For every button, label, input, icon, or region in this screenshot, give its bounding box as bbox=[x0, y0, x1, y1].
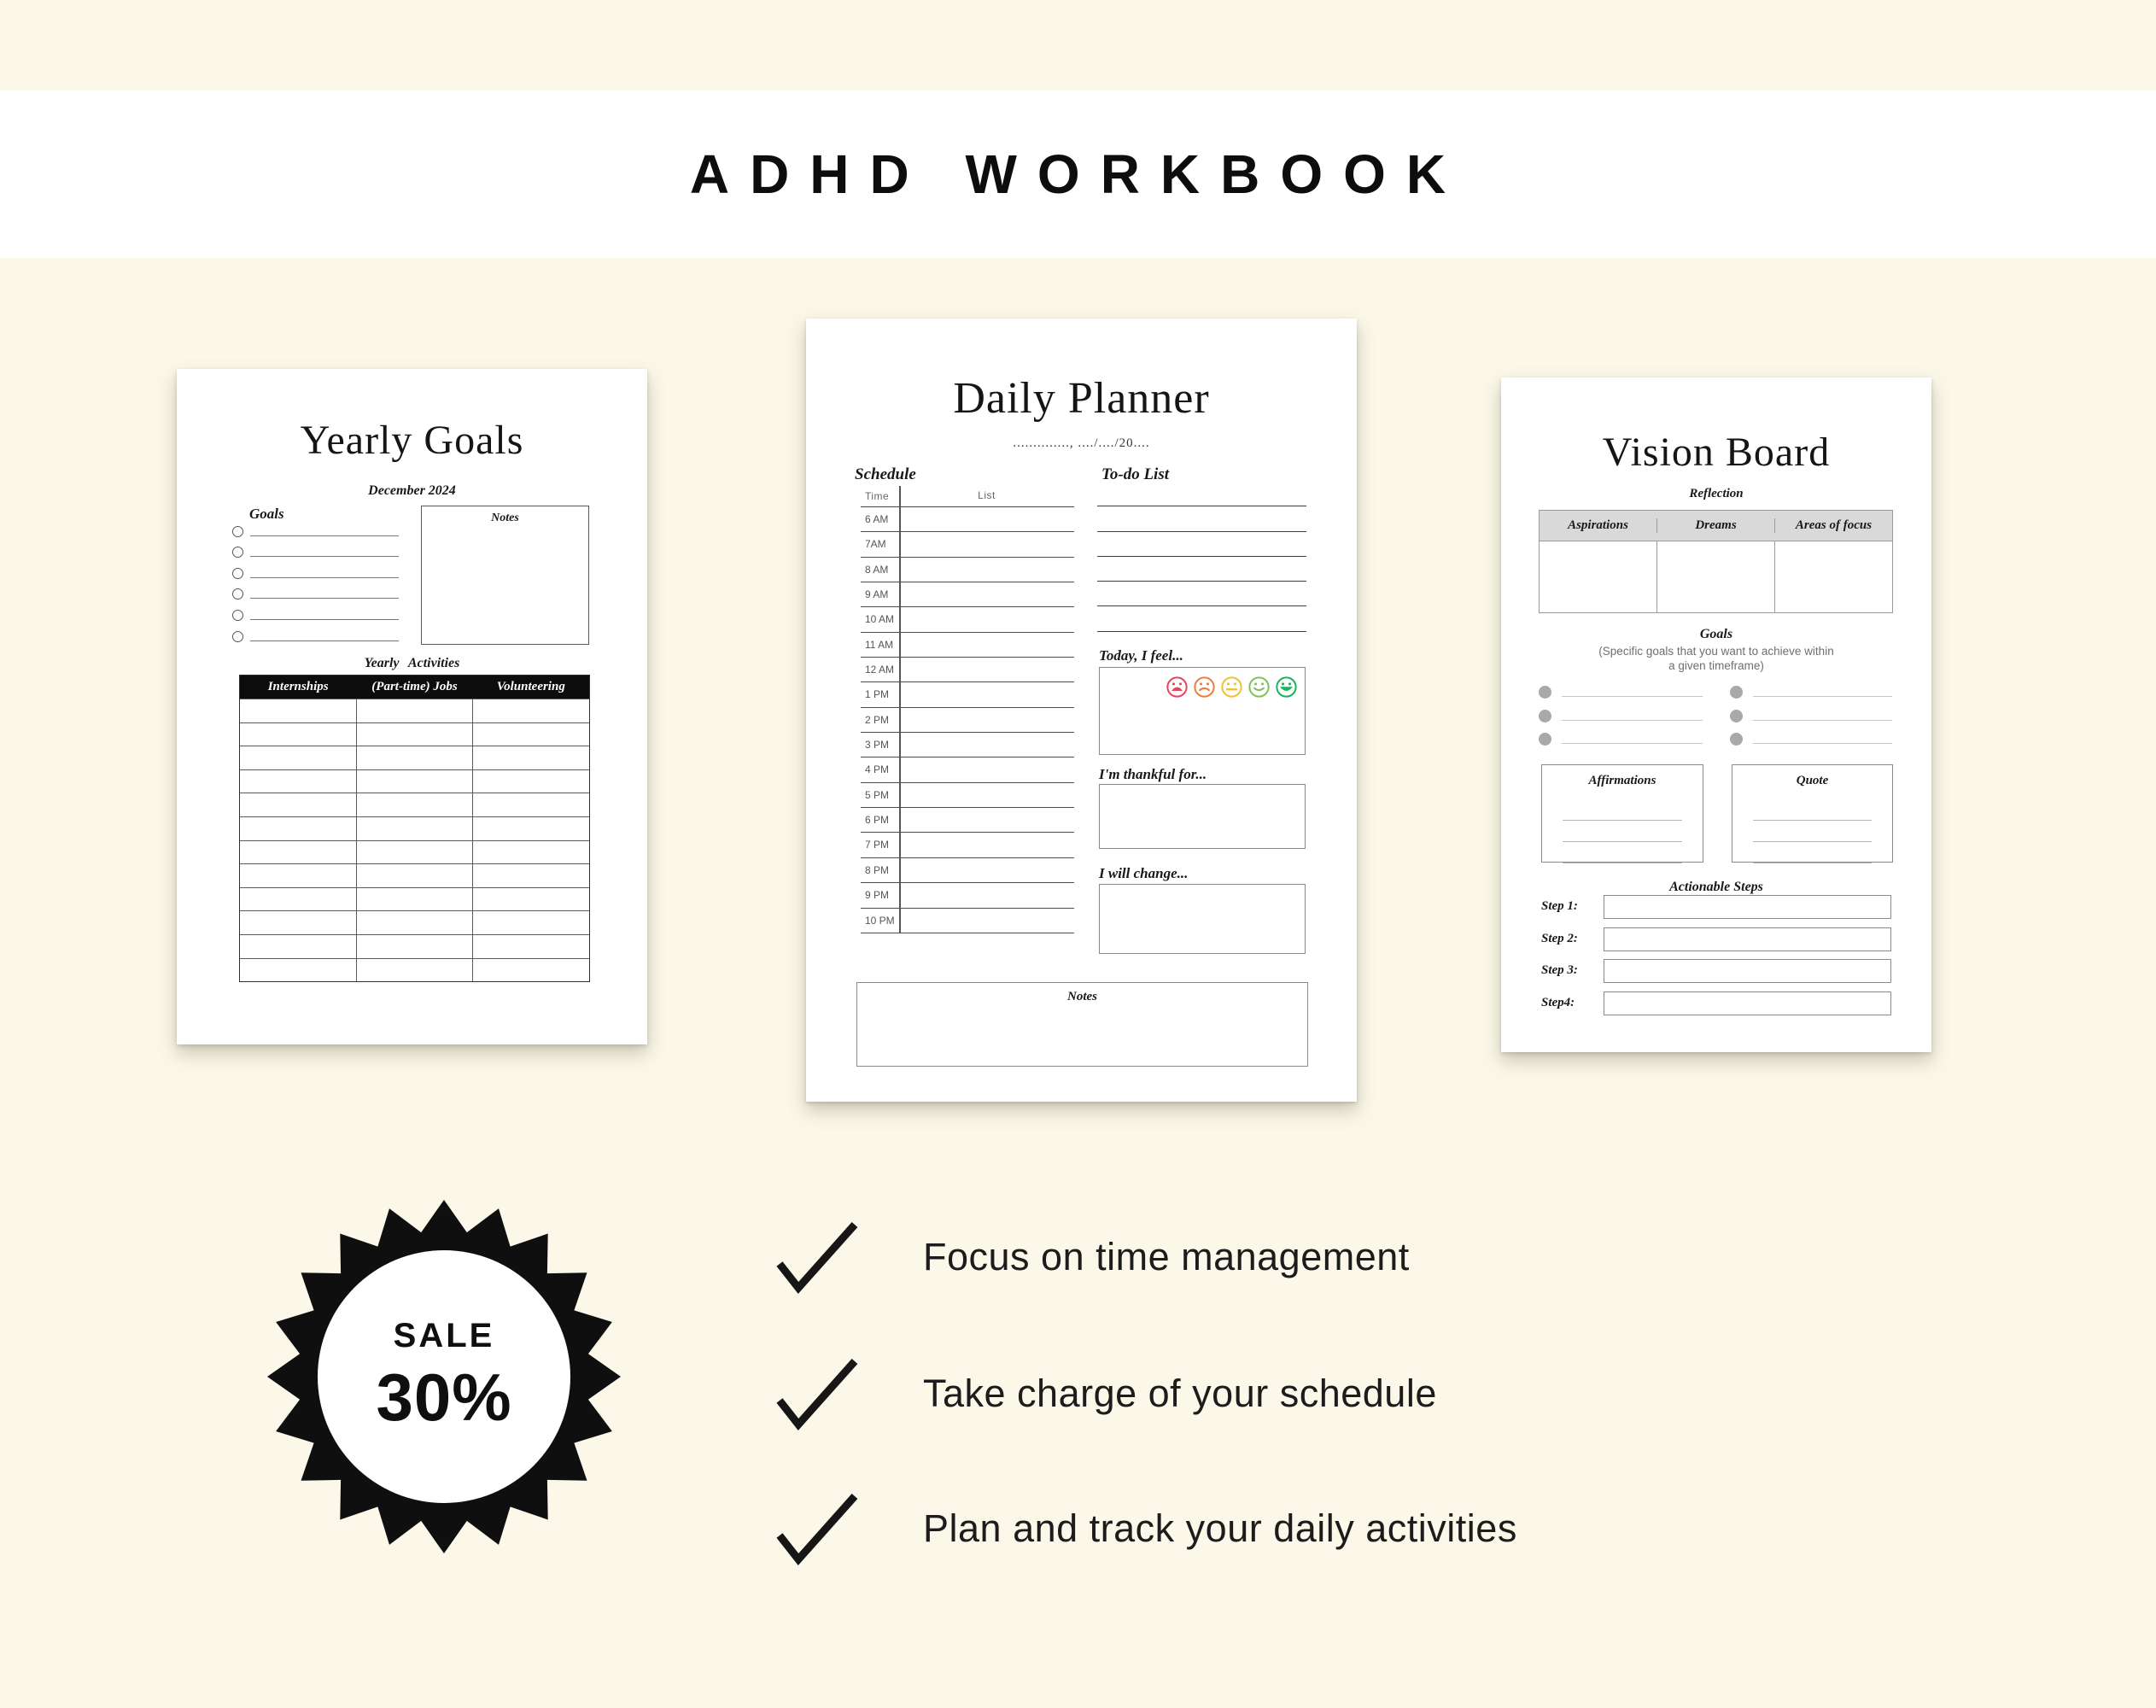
activities-cell bbox=[240, 911, 357, 934]
activities-cell bbox=[357, 841, 474, 864]
step-input-box bbox=[1604, 959, 1891, 983]
activities-row bbox=[240, 958, 589, 982]
activities-cell bbox=[357, 793, 474, 816]
activities-row bbox=[240, 887, 589, 911]
schedule-row bbox=[861, 682, 1074, 707]
notes-label: Notes bbox=[491, 512, 519, 524]
goals-note-line2: a given timeframe) bbox=[1668, 659, 1764, 672]
goal-bullet-row bbox=[1730, 678, 1892, 701]
notes-box bbox=[421, 506, 589, 645]
step-label: Step4: bbox=[1541, 995, 1575, 1009]
bullet-dot-icon bbox=[1730, 686, 1743, 699]
todo-write-line bbox=[1097, 482, 1306, 506]
check-icon bbox=[773, 1489, 862, 1568]
write-line bbox=[1753, 821, 1872, 842]
activities-cell bbox=[357, 770, 474, 793]
reflection-header-row bbox=[1540, 511, 1892, 541]
time-label: 8 AM bbox=[865, 563, 889, 576]
activities-row bbox=[240, 816, 589, 840]
activities-cell bbox=[240, 817, 357, 840]
todo-write-line bbox=[1097, 582, 1306, 606]
goal-circle-icon bbox=[232, 526, 243, 537]
change-label: I will change... bbox=[1099, 865, 1189, 881]
activities-row bbox=[240, 746, 589, 769]
time-label: 5 PM bbox=[865, 788, 890, 801]
vision-board-title: Vision Board bbox=[1602, 430, 1831, 475]
activities-cell bbox=[240, 959, 357, 982]
schedule-row bbox=[861, 909, 1074, 933]
activities-cell bbox=[473, 793, 589, 816]
activities-header-row bbox=[240, 676, 589, 699]
goal-write-line bbox=[250, 598, 399, 599]
activities-cell bbox=[240, 935, 357, 958]
schedule-row bbox=[861, 558, 1074, 582]
activities-cell bbox=[357, 723, 474, 746]
goal-lines-list bbox=[232, 518, 399, 644]
goals-note-line1: (Specific goals that you want to achieve within bbox=[1598, 645, 1834, 658]
time-label: 3 PM bbox=[865, 739, 890, 752]
schedule-row bbox=[861, 733, 1074, 757]
yearly-subtitle: December 2024 bbox=[368, 483, 456, 498]
reflection-cell bbox=[1540, 541, 1657, 612]
bullet-dot-icon bbox=[1539, 686, 1551, 699]
goal-circle-icon bbox=[232, 568, 243, 579]
goal-write-line bbox=[250, 556, 399, 557]
sale-badge-text bbox=[266, 1199, 622, 1554]
goal-write-line bbox=[250, 640, 399, 641]
activities-column-header: Internships bbox=[267, 680, 329, 693]
goal-row bbox=[232, 581, 399, 602]
activities-column-header: Volunteering bbox=[496, 680, 565, 693]
todo-list-label: To-do List bbox=[1101, 465, 1169, 483]
bullet-dot-icon bbox=[1730, 733, 1743, 746]
todo-write-line bbox=[1097, 606, 1306, 631]
time-label: 6 PM bbox=[865, 814, 890, 827]
reflection-cell bbox=[1775, 541, 1892, 612]
step-label: Step 2: bbox=[1541, 931, 1578, 945]
activities-cell bbox=[473, 699, 589, 722]
goal-bullets-right bbox=[1730, 678, 1892, 748]
activities-cell bbox=[240, 723, 357, 746]
sad-face-icon bbox=[1165, 675, 1189, 699]
big-smile-face-icon bbox=[1274, 675, 1299, 699]
todo-lines bbox=[1097, 482, 1306, 632]
bullet-write-line bbox=[1753, 720, 1892, 721]
activities-row bbox=[240, 934, 589, 958]
activities-cell bbox=[357, 699, 474, 722]
quote-box bbox=[1732, 764, 1893, 863]
schedule-row bbox=[861, 708, 1074, 733]
write-line bbox=[1563, 821, 1682, 842]
goal-bullet-row bbox=[1539, 725, 1703, 748]
time-label: 10 AM bbox=[865, 613, 895, 626]
feature-text: Focus on time management bbox=[923, 1235, 1410, 1278]
activities-column-header: (Part-time) Jobs bbox=[371, 680, 458, 693]
thankful-box bbox=[1099, 784, 1306, 849]
step-row bbox=[1541, 895, 1891, 919]
step-label: Step 3: bbox=[1541, 963, 1578, 978]
activities-cell bbox=[240, 793, 357, 816]
activities-cell bbox=[357, 864, 474, 887]
goal-row bbox=[232, 539, 399, 560]
yearly-activities-title: Yearly Activities bbox=[364, 656, 460, 670]
time-label: 8 PM bbox=[865, 863, 890, 876]
schedule-row bbox=[861, 858, 1074, 883]
goal-row bbox=[232, 518, 399, 539]
sale-badge bbox=[266, 1199, 622, 1554]
goal-bullet-row bbox=[1730, 701, 1892, 724]
write-line bbox=[1753, 842, 1872, 863]
schedule-row bbox=[861, 607, 1074, 632]
smile-face-icon bbox=[1247, 675, 1271, 699]
daily-planner-title: Daily Planner bbox=[953, 374, 1210, 423]
activities-row bbox=[240, 793, 589, 816]
schedule-label: Schedule bbox=[855, 465, 916, 483]
reflection-table bbox=[1539, 510, 1893, 613]
schedule-column-divider bbox=[899, 486, 901, 933]
goal-bullet-row bbox=[1730, 725, 1892, 748]
activities-cell bbox=[357, 911, 474, 934]
activities-cell bbox=[473, 746, 589, 769]
title-band bbox=[0, 91, 2156, 258]
time-label: 9 PM bbox=[865, 889, 890, 902]
discount-value: 30% bbox=[376, 1360, 512, 1435]
feature-item bbox=[773, 1349, 1968, 1438]
activities-row bbox=[240, 863, 589, 887]
thankful-label: I'm thankful for... bbox=[1099, 766, 1207, 782]
mood-scale bbox=[1165, 675, 1299, 699]
time-label: 7 PM bbox=[865, 839, 890, 851]
vision-goals-label: Goals bbox=[1699, 627, 1733, 641]
quote-lines bbox=[1753, 799, 1872, 863]
feel-label: Today, I feel... bbox=[1099, 647, 1183, 664]
activities-cell bbox=[473, 817, 589, 840]
activities-row bbox=[240, 722, 589, 746]
affirmations-box bbox=[1541, 764, 1703, 863]
daily-notes-box bbox=[856, 982, 1308, 1067]
schedule-row bbox=[861, 833, 1074, 857]
goal-bullets-left bbox=[1539, 678, 1703, 748]
goal-circle-icon bbox=[232, 588, 243, 600]
activities-cell bbox=[240, 746, 357, 769]
goals-label: Goals bbox=[249, 506, 284, 522]
schedule-row bbox=[861, 633, 1074, 658]
step-row bbox=[1541, 959, 1891, 983]
step-input-box bbox=[1604, 895, 1891, 919]
schedule-row bbox=[861, 808, 1074, 833]
activities-row bbox=[240, 840, 589, 864]
schedule-row bbox=[861, 532, 1074, 557]
feature-text: Take charge of your schedule bbox=[923, 1372, 1437, 1415]
activities-cell bbox=[240, 864, 357, 887]
time-label: 11 AM bbox=[865, 638, 894, 651]
goal-write-line bbox=[250, 535, 399, 536]
activities-row bbox=[240, 769, 589, 793]
todo-write-line bbox=[1097, 557, 1306, 582]
bullet-dot-icon bbox=[1730, 710, 1743, 722]
goal-circle-icon bbox=[232, 610, 243, 621]
activities-cell bbox=[473, 959, 589, 982]
goal-write-line bbox=[250, 577, 399, 578]
activities-cell bbox=[473, 841, 589, 864]
todo-write-line bbox=[1097, 506, 1306, 531]
reflection-column-header: Areas of focus bbox=[1795, 518, 1873, 532]
reflection-column-header: Dreams bbox=[1657, 518, 1775, 533]
activities-cell bbox=[473, 864, 589, 887]
step-input-box bbox=[1604, 927, 1891, 951]
time-label: 9 AM bbox=[865, 588, 889, 601]
goal-row bbox=[232, 623, 399, 644]
activities-row bbox=[240, 699, 589, 722]
bullet-dot-icon bbox=[1539, 710, 1551, 722]
schedule-rows bbox=[861, 507, 1074, 933]
schedule-row bbox=[861, 883, 1074, 908]
time-label: 6 AM bbox=[865, 513, 889, 525]
activities-cell bbox=[240, 888, 357, 911]
activities-cell bbox=[473, 935, 589, 958]
schedule-table-header bbox=[861, 486, 1074, 507]
schedule-table bbox=[861, 486, 1074, 933]
activities-cell bbox=[357, 888, 474, 911]
affirmations-lines bbox=[1563, 799, 1682, 863]
schedule-row bbox=[861, 582, 1074, 607]
activities-cell bbox=[473, 723, 589, 746]
time-label: 10 PM bbox=[865, 914, 895, 927]
date-line: .............., ..../..../20.... bbox=[1013, 436, 1150, 450]
activities-cell bbox=[473, 911, 589, 934]
schedule-row bbox=[861, 757, 1074, 782]
write-line bbox=[1563, 799, 1682, 821]
time-column-header: Time bbox=[865, 490, 890, 502]
actionable-steps-label: Actionable Steps bbox=[1669, 880, 1763, 894]
step-label: Step 1: bbox=[1541, 899, 1578, 913]
list-column-header: List bbox=[978, 489, 996, 501]
step-row bbox=[1541, 927, 1891, 951]
mood-box bbox=[1099, 667, 1306, 755]
feature-item bbox=[773, 1484, 1968, 1573]
quote-label: Quote bbox=[1796, 774, 1829, 787]
activities-cell bbox=[473, 888, 589, 911]
activities-cell bbox=[240, 699, 357, 722]
activities-cell bbox=[357, 959, 474, 982]
goal-write-line bbox=[250, 619, 399, 620]
neutral-face-icon bbox=[1219, 675, 1244, 699]
feature-text: Plan and track your daily activities bbox=[923, 1506, 1517, 1550]
write-line bbox=[1753, 799, 1872, 821]
bullet-write-line bbox=[1753, 696, 1892, 697]
step-input-box bbox=[1604, 991, 1891, 1015]
goal-bullet-row bbox=[1539, 678, 1703, 701]
affirmations-label: Affirmations bbox=[1588, 774, 1656, 787]
reflection-label: Reflection bbox=[1689, 487, 1744, 500]
change-box bbox=[1099, 884, 1306, 954]
todo-write-line bbox=[1097, 532, 1306, 557]
bullet-write-line bbox=[1753, 743, 1892, 744]
activities-cell bbox=[240, 841, 357, 864]
activities-cell bbox=[240, 770, 357, 793]
goal-row bbox=[232, 601, 399, 623]
yearly-activities-table bbox=[239, 675, 590, 982]
goal-bullet-row bbox=[1539, 701, 1703, 724]
yearly-goals-title: Yearly Goals bbox=[300, 418, 524, 463]
page-title: ADHD WORKBOOK bbox=[689, 143, 1467, 205]
activities-cell bbox=[357, 746, 474, 769]
bullet-write-line bbox=[1562, 720, 1703, 721]
check-icon bbox=[773, 1354, 862, 1433]
activities-cell bbox=[473, 770, 589, 793]
activities-row bbox=[240, 910, 589, 934]
vision-board-page bbox=[1501, 377, 1931, 1052]
time-label: 2 PM bbox=[865, 713, 890, 726]
daily-planner-page bbox=[806, 319, 1357, 1102]
reflection-column-header: Aspirations bbox=[1540, 518, 1657, 533]
goal-circle-icon bbox=[232, 631, 243, 642]
time-label: 12 AM bbox=[865, 664, 895, 676]
daily-notes-label: Notes bbox=[1067, 990, 1097, 1003]
sale-label: SALE bbox=[393, 1317, 495, 1354]
time-label: 4 PM bbox=[865, 763, 890, 776]
feature-item bbox=[773, 1213, 1968, 1301]
bullet-write-line bbox=[1562, 696, 1703, 697]
bullet-dot-icon bbox=[1539, 733, 1551, 746]
reflection-cell bbox=[1657, 541, 1775, 612]
activities-cell bbox=[357, 935, 474, 958]
activities-cell bbox=[357, 817, 474, 840]
reflection-body-row bbox=[1540, 541, 1892, 612]
time-label: 1 PM bbox=[865, 688, 890, 701]
step-row bbox=[1541, 991, 1891, 1015]
bullet-write-line bbox=[1562, 743, 1703, 744]
frown-face-icon bbox=[1192, 675, 1217, 699]
goal-row bbox=[232, 559, 399, 581]
yearly-goals-page bbox=[177, 369, 647, 1044]
schedule-row bbox=[861, 658, 1074, 682]
schedule-row bbox=[861, 783, 1074, 808]
write-line bbox=[1563, 842, 1682, 863]
check-icon bbox=[773, 1218, 862, 1296]
schedule-row bbox=[861, 507, 1074, 532]
goal-circle-icon bbox=[232, 547, 243, 558]
time-label: 7AM bbox=[865, 538, 886, 551]
